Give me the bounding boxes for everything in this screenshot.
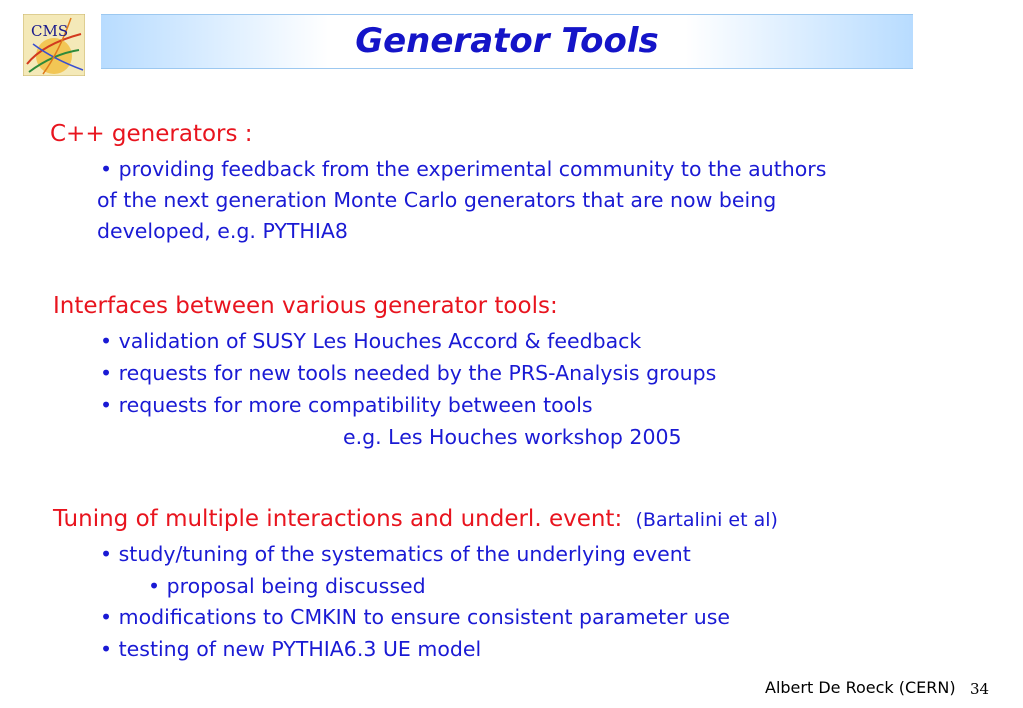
footer-author: Albert De Roeck (CERN) [765,678,956,697]
page-number: 34 [970,680,990,698]
section-heading-cpp-generators: C++ generators : [50,121,253,147]
section-heading-tuning-text: Tuning of multiple interactions and underl. event: [53,506,623,532]
section-line: • providing feedback from the experimental community to the authors [100,157,827,181]
section-heading-tuning [53,506,778,532]
section-line: • requests for more compatibility between tools [100,393,593,417]
section-line: • testing of new PYTHIA6.3 UE model [100,637,482,661]
cms-logo-text: CMS [31,22,69,40]
section-line: e.g. Les Houches workshop 2005 [343,425,682,449]
section-line: • modifications to CMKIN to ensure consistent parameter use [100,605,731,629]
section-line: • requests for new tools needed by the PRS-Analysis groups [100,361,717,385]
section-line: • study/tuning of the systematics of the underlying event [100,542,691,566]
cms-logo [23,14,85,76]
section-heading-interfaces: Interfaces between various generator tools: [53,293,558,319]
page-title: Generator Tools [355,21,659,61]
section-line: developed, e.g. PYTHIA8 [97,219,348,243]
section-line: of the next generation Monte Carlo generators that are now being [97,188,777,212]
section-line: • validation of SUSY Les Houches Accord & feedback [100,329,642,353]
section-line: • proposal being discussed [148,574,426,598]
section-heading-note: (Bartalini et al) [635,509,778,531]
